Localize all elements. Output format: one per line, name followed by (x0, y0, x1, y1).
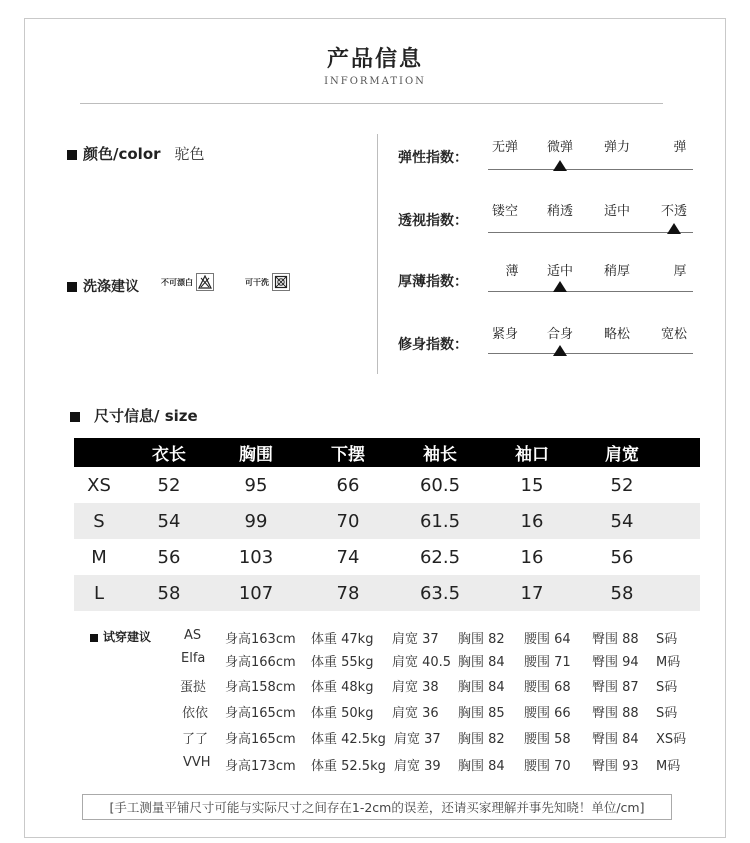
tryon-hip: 臀围 88 (592, 706, 639, 721)
idx-scale-line (488, 291, 693, 292)
wash-item-no-bleach (161, 273, 214, 291)
vertical-divider (377, 134, 378, 374)
tryon-weight: 体重 50kg (311, 706, 374, 721)
tryon-height: 身高158cm (225, 680, 296, 695)
table-cell: 74 (336, 546, 360, 568)
thickness-label: 厚薄指数： (398, 274, 468, 290)
table-row (74, 575, 700, 611)
table-cell: 15 (520, 474, 544, 496)
tryon-size: S码 (656, 680, 678, 695)
tryon-shoulder: 肩宽 36 (392, 706, 439, 721)
bullet-square-icon (70, 412, 80, 422)
color-value: 驼色 (174, 145, 205, 163)
tryon-size: M码 (656, 759, 681, 774)
fit-label: 修身指数： (398, 337, 468, 353)
tryon-waist: 腰围 66 (524, 706, 571, 721)
page-title: 产品信息 (326, 47, 423, 72)
tryon-heading-label: 试穿建议 (103, 630, 152, 644)
tryon-shoulder: 肩宽 37 (392, 632, 439, 647)
tryon-weight: 体重 52.5kg (311, 759, 386, 774)
tryon-waist: 腰围 70 (524, 759, 571, 774)
size-heading (70, 405, 198, 426)
table-cell: 70 (336, 510, 360, 532)
table-cell: 63.5 (419, 582, 461, 604)
table-row (74, 539, 700, 575)
color-label: 颜色/color (83, 145, 161, 163)
tryon-bust: 胸围 84 (458, 759, 505, 774)
idx-marker-icon (553, 345, 567, 356)
tryon-hip: 臀围 94 (592, 655, 639, 670)
idx-option: 紧身 (491, 327, 518, 342)
tryon-shoulder: 肩宽 39 (394, 759, 441, 774)
bullet-square-icon (67, 282, 77, 292)
idx-option: 适中 (546, 264, 573, 279)
tryon-size: S码 (656, 706, 678, 721)
table-cell: 99 (244, 510, 268, 532)
tryon-bust: 胸围 82 (458, 632, 505, 647)
idx-option: 略松 (603, 327, 630, 342)
table-cell: 56 (157, 546, 181, 568)
idx-option: 弹 (673, 140, 687, 155)
dry-clean-icon (272, 273, 290, 291)
column-header: 袖口 (515, 445, 549, 465)
idx-option: 微弹 (546, 140, 573, 155)
table-cell: 17 (520, 582, 544, 604)
wash-label: 洗涤建议 (83, 279, 139, 295)
no-bleach-icon (196, 273, 214, 291)
tryon-name: 了了 (182, 732, 209, 747)
tryon-weight: 体重 47kg (311, 632, 374, 647)
footnote: [手工测量平铺尺寸可能与实际尺寸之间存在1-2cm的误差，还请买家理解并事先知晓！单位/cm] (82, 794, 672, 820)
bullet-square-icon (67, 150, 77, 160)
table-cell: 52 (610, 474, 634, 496)
table-cell: 61.5 (419, 510, 461, 532)
idx-option: 稍厚 (603, 264, 630, 279)
tryon-bust: 胸围 82 (458, 732, 505, 747)
tryon-weight: 体重 48kg (311, 680, 374, 695)
tryon-name: VVH (183, 755, 211, 770)
tryon-waist: 腰围 71 (524, 655, 571, 670)
elasticity-label: 弹性指数： (398, 150, 468, 166)
color-row (67, 143, 205, 164)
table-cell: 103 (238, 546, 274, 568)
column-header: 下摆 (331, 445, 365, 465)
tryon-weight: 体重 42.5kg (311, 732, 386, 747)
idx-marker-icon (553, 281, 567, 292)
column-header: 袖长 (423, 445, 457, 465)
table-cell: 62.5 (419, 546, 461, 568)
tryon-hip: 臀围 88 (592, 632, 639, 647)
idx-option: 适中 (603, 204, 630, 219)
wash-item-label: 可干洗 (245, 277, 269, 287)
tryon-bust: 胸围 84 (458, 680, 505, 695)
table-cell: 58 (610, 582, 634, 604)
tryon-height: 身高163cm (225, 632, 296, 647)
column-header: 肩宽 (605, 445, 639, 465)
tryon-hip: 臀围 84 (592, 732, 639, 747)
idx-option: 宽松 (660, 327, 687, 342)
table-row (74, 467, 700, 503)
table-cell: 56 (610, 546, 634, 568)
idx-marker-icon (667, 223, 681, 234)
wash-row (67, 276, 139, 296)
tryon-waist: 腰围 64 (524, 632, 571, 647)
tryon-name: Elfa (181, 651, 206, 666)
tryon-hip: 臀围 87 (592, 680, 639, 695)
tryon-waist: 腰围 58 (524, 732, 571, 747)
tryon-height: 身高166cm (225, 655, 296, 670)
column-header: 衣长 (152, 445, 186, 465)
table-cell: 54 (157, 510, 181, 532)
wash-item-label: 不可漂白 (161, 277, 193, 287)
idx-marker-icon (553, 160, 567, 171)
idx-option: 弹力 (603, 140, 630, 155)
tryon-shoulder: 肩宽 38 (392, 680, 439, 695)
tryon-bust: 胸围 85 (458, 706, 505, 721)
tryon-heading (90, 628, 151, 645)
tryon-bust: 胸围 84 (458, 655, 505, 670)
idx-option: 稍透 (546, 204, 573, 219)
table-cell: 58 (157, 582, 181, 604)
table-cell: 52 (157, 474, 181, 496)
tryon-shoulder: 肩宽 40.5 (392, 655, 452, 670)
tryon-shoulder: 肩宽 37 (394, 732, 441, 747)
table-cell: 78 (336, 582, 360, 604)
table-cell: 60.5 (419, 474, 461, 496)
bullet-square-icon (90, 634, 98, 642)
tryon-name: AS (184, 628, 202, 643)
idx-option: 厚 (673, 264, 687, 279)
wash-item-dry-clean (245, 273, 290, 291)
tryon-size: M码 (656, 655, 681, 670)
table-cell: 16 (520, 546, 544, 568)
tryon-size: XS码 (656, 732, 687, 747)
tryon-hip: 臀围 93 (592, 759, 639, 774)
idx-option: 镂空 (491, 204, 518, 219)
size-table-header (74, 438, 700, 467)
table-cell: 66 (336, 474, 360, 496)
tryon-height: 身高165cm (225, 732, 296, 747)
size-cell: L (93, 582, 105, 604)
page-subtitle: INFORMATION (324, 76, 426, 87)
size-cell: M (91, 546, 107, 568)
column-header: 胸围 (239, 445, 273, 465)
tryon-size: S码 (656, 632, 678, 647)
idx-scale-line (488, 353, 693, 354)
tryon-name: 蛋挞 (180, 680, 207, 695)
idx-option: 不透 (660, 204, 687, 219)
size-cell: XS (87, 474, 111, 496)
title-divider (80, 103, 663, 104)
tryon-weight: 体重 55kg (311, 655, 374, 670)
tryon-waist: 腰围 68 (524, 680, 571, 695)
table-cell: 16 (520, 510, 544, 532)
idx-option: 合身 (546, 327, 573, 342)
table-cell: 95 (244, 474, 268, 496)
size-cell: S (93, 510, 105, 532)
idx-scale-line (488, 169, 693, 170)
table-row (74, 503, 700, 539)
idx-option: 薄 (505, 264, 519, 279)
table-cell: 107 (238, 582, 274, 604)
size-table (74, 438, 700, 611)
tryon-height: 身高165cm (225, 706, 296, 721)
transparency-label: 透视指数： (398, 213, 468, 229)
table-cell: 54 (610, 510, 634, 532)
idx-option: 无弹 (491, 140, 518, 155)
tryon-name: 依依 (182, 706, 209, 721)
size-heading-label: 尺寸信息/ size (94, 407, 198, 425)
idx-scale-line (488, 232, 693, 233)
tryon-height: 身高173cm (225, 759, 296, 774)
